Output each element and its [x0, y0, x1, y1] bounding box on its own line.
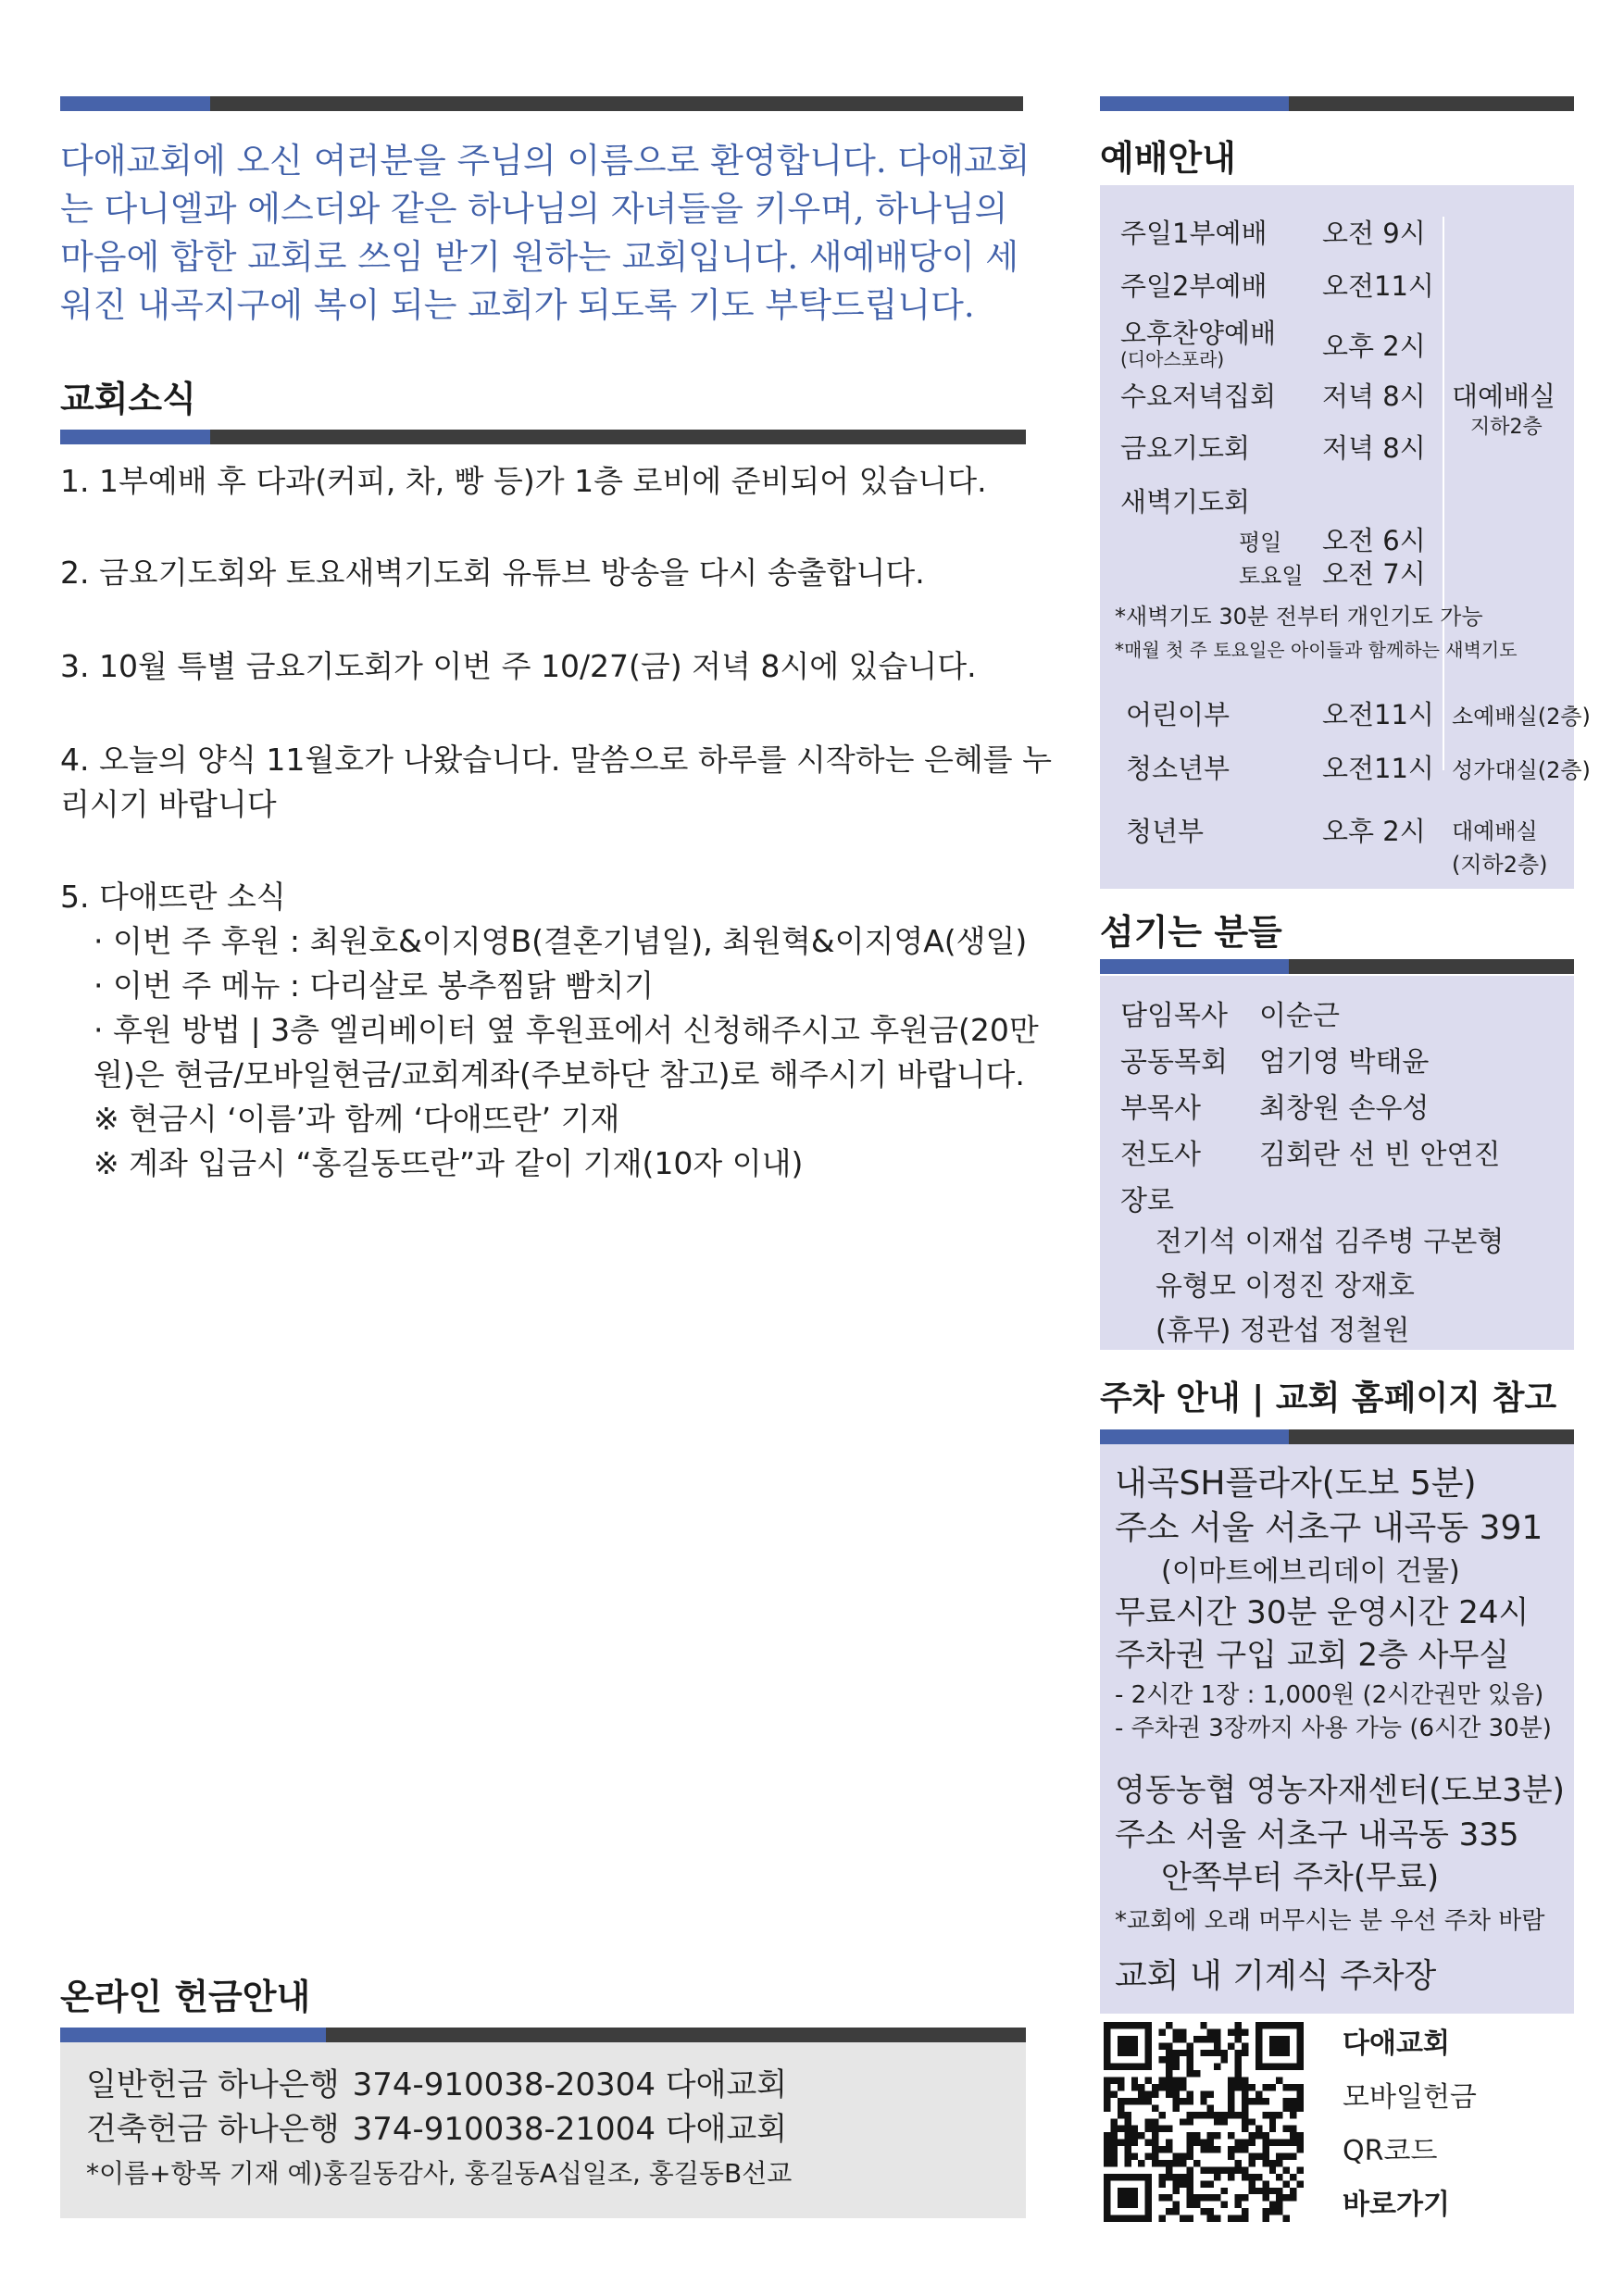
- giving-note: *이름+항목 기재 예)홍길동감사, 홍길동A십일조, 홍길동B선교: [86, 2158, 793, 2189]
- top-divider-left: [60, 96, 1023, 111]
- dept-room: 소예배실(2층): [1452, 704, 1591, 730]
- worship-column-divider: [1443, 217, 1444, 770]
- qr-label-shortcut: 바로가기: [1343, 2189, 1450, 2221]
- service-name: 새벽기도회: [1120, 486, 1251, 518]
- news-item-line: · 이번 주 후원 : 최원호&이지영B(결혼기념일), 최원혁&이지영A(생일): [94, 923, 1028, 959]
- dept-room-floor: (지하2층): [1452, 852, 1548, 878]
- parking-ticket-note: - 주차권 3장까지 사용 가능 (6시간 30분): [1115, 1715, 1552, 1742]
- elder-line: (휴무) 정관섭 정철원: [1156, 1315, 1410, 1347]
- giving-divider: [60, 2028, 1026, 2042]
- parking-divider: [1100, 1429, 1574, 1444]
- parking-lot-name: 영동농협 영농자재센터(도보3분): [1115, 1772, 1565, 1809]
- service-name: 오후찬양예배: [1120, 318, 1277, 349]
- room-floor: 지하2층: [1470, 416, 1543, 439]
- worship-note: *새벽기도 30분 전부터 개인기도 가능: [1115, 604, 1483, 630]
- dept-time: 오전11시: [1322, 753, 1434, 784]
- parking-lot-name: 내곡SH플라자(도보 5분): [1115, 1465, 1477, 1503]
- giving-line-general: [86, 2063, 1026, 2107]
- service-name: 수요저녁집회: [1120, 381, 1277, 412]
- welcome-line: 마음에 합한 교회로 쓰임 받기 원하는 교회입니다. 새예배당이 세: [60, 237, 1019, 277]
- news-item-line: ※ 계좌 입금시 “홍길동뜨란”과 같이 기재(10자 이내): [94, 1145, 804, 1181]
- parking-inside: 안쪽부터 주차(무료): [1161, 1859, 1440, 1896]
- staff-box: [1100, 976, 1574, 1350]
- qr-label-church: 다애교회: [1343, 2028, 1450, 2060]
- parking-box: [1100, 1444, 1574, 2014]
- service-subname: 토요일: [1239, 563, 1304, 589]
- service-time: 오전 9시: [1322, 218, 1426, 249]
- service-subname: (디아스포라): [1120, 348, 1225, 370]
- news-item-line: 원)은 현금/모바일현금/교회계좌(주보하단 참고)로 해주시기 바랍니다.: [94, 1056, 1025, 1092]
- news-item-text: 2. 금요기도회와 토요새벽기도회 유튜브 방송을 다시 송출합니다.: [60, 555, 925, 591]
- staff-title: 섬기는 분들: [1100, 912, 1282, 953]
- dept-room: 성가대실(2층): [1452, 757, 1591, 783]
- giving-box: [60, 2042, 1026, 2218]
- dept-time: 오후 2시: [1322, 816, 1426, 847]
- elder-line: 전기석 이재섭 김주병 구본형: [1156, 1226, 1505, 1258]
- staff-role: 장로: [1120, 1185, 1174, 1217]
- parking-ticket: 주차권 구입 교회 2층 사무실: [1115, 1637, 1510, 1674]
- staff-names: 최창원 손우성: [1259, 1092, 1430, 1125]
- news-item-title: 5. 다애뜨란 소식: [60, 879, 286, 915]
- worship-schedule-box: [1100, 185, 1591, 889]
- service-name: 주일1부예배: [1120, 218, 1268, 249]
- dept-name: 청소년부: [1126, 753, 1230, 784]
- service-time: 오후 2시: [1322, 331, 1426, 362]
- dept-name: 어린이부: [1126, 699, 1230, 730]
- service-name: 금요기도회: [1120, 432, 1251, 464]
- staff-names: 김회란 선 빈 안연진: [1259, 1139, 1501, 1171]
- service-time: 저녁 8시: [1322, 381, 1426, 412]
- service-time: 오전11시: [1322, 270, 1434, 302]
- qr-code-image[interactable]: [1104, 2022, 1304, 2222]
- service-name: 주일2부예배: [1120, 270, 1268, 302]
- service-time: 오전 6시: [1322, 525, 1426, 556]
- news-item-3: [60, 644, 977, 689]
- staff-divider: [1100, 959, 1574, 974]
- qr-label-mobile: 모바일헌금: [1343, 2081, 1477, 2114]
- news-item-1: [60, 459, 987, 504]
- news-item-text: 4. 오늘의 양식 11월호가 나왔습니다. 말씀으로 하루를 시작하는 은혜를 누: [60, 742, 1052, 778]
- qr-label-qr: QR코드: [1343, 2135, 1438, 2167]
- giving-account: 374-910038-20304 다애교회: [352, 2066, 788, 2103]
- service-time: 저녁 8시: [1322, 432, 1426, 464]
- giving-title: 온라인 헌금안내: [60, 1977, 311, 2017]
- worship-title: 예배안내: [1100, 138, 1236, 179]
- room-name: 대예배실: [1452, 381, 1556, 412]
- staff-names: 엄기영 박태윤: [1259, 1046, 1430, 1079]
- news-item-text: 1. 1부예배 후 다과(커피, 차, 빵 등)가 1층 로비에 준비되어 있습니다.: [60, 463, 987, 499]
- parking-ticket-note: - 2시간 1장 : 1,000원 (2시간권만 있음): [1115, 1681, 1544, 1709]
- worship-note: *매월 첫 주 토요일은 아이들과 함께하는 새벽기도: [1115, 639, 1518, 661]
- staff-role: 담임목사: [1120, 1000, 1228, 1032]
- staff-role: 부목사: [1120, 1092, 1201, 1125]
- news-item-text: 3. 10월 특별 금요기도회가 이번 주 10/27(금) 저녁 8시에 있습니다.: [60, 648, 977, 684]
- parking-note: *교회에 오래 머무시는 분 우선 주차 바람: [1115, 1907, 1545, 1935]
- parking-hours: 무료시간 30분 운영시간 24시: [1115, 1594, 1530, 1631]
- service-subname: 평일: [1239, 530, 1282, 555]
- parking-address: 주소 서울 서초구 내곡동 391: [1115, 1509, 1543, 1547]
- giving-account: 374-910038-21004 다애교회: [352, 2111, 788, 2148]
- giving-line-building: [86, 2107, 1026, 2152]
- giving-bank-label: 일반헌금 하나은행: [86, 2066, 340, 2103]
- news-item-4: [60, 738, 1052, 827]
- parking-title: 주차 안내 | 교회 홈페이지 참고: [1100, 1379, 1557, 1417]
- news-item-text: 리시기 바랍니다: [60, 786, 277, 822]
- parking-address: 주소 서울 서초구 내곡동 335: [1115, 1816, 1519, 1853]
- news-divider: [60, 430, 1026, 444]
- giving-bank-label: 건축헌금 하나은행: [86, 2111, 340, 2148]
- welcome-line: 는 다니엘과 에스더와 같은 하나님의 자녀들을 키우며, 하나님의: [60, 189, 1008, 229]
- news-title: 교회소식: [60, 379, 196, 419]
- news-item-line: ※ 현금시 ‘이름’과 함께 ‘다애뜨란’ 기재: [94, 1101, 620, 1137]
- staff-role: 공동목회: [1120, 1046, 1228, 1079]
- welcome-line: 워진 내곡지구에 복이 되는 교회가 되도록 기도 부탁드립니다.: [60, 285, 975, 325]
- dept-name: 청년부: [1126, 816, 1205, 847]
- news-item-line: · 이번 주 메뉴 : 다리살로 봉추찜닭 빰치기: [94, 967, 655, 1004]
- welcome-line: 다애교회에 오신 여러분을 주님의 이름으로 환영합니다. 다애교회: [60, 141, 1031, 181]
- welcome-message: [60, 137, 1031, 330]
- parking-lot-name: 교회 내 기계식 주차장: [1115, 1957, 1437, 1995]
- elder-line: 유형모 이정진 장재호: [1156, 1270, 1415, 1303]
- parking-building: (이마트에브리데이 건물): [1161, 1555, 1460, 1588]
- staff-names: 이순근: [1259, 1000, 1340, 1032]
- dept-time: 오전11시: [1322, 699, 1434, 730]
- staff-role: 전도사: [1120, 1139, 1201, 1171]
- news-item-5: [60, 875, 1039, 1186]
- service-time: 오전 7시: [1322, 558, 1426, 590]
- top-divider-right: [1100, 96, 1574, 111]
- news-item-2: [60, 551, 925, 595]
- dept-room: 대예배실: [1452, 818, 1538, 844]
- news-item-line: · 후원 방법 | 3층 엘리베이터 옆 후원표에서 신청해주시고 후원금(20만: [94, 1012, 1039, 1048]
